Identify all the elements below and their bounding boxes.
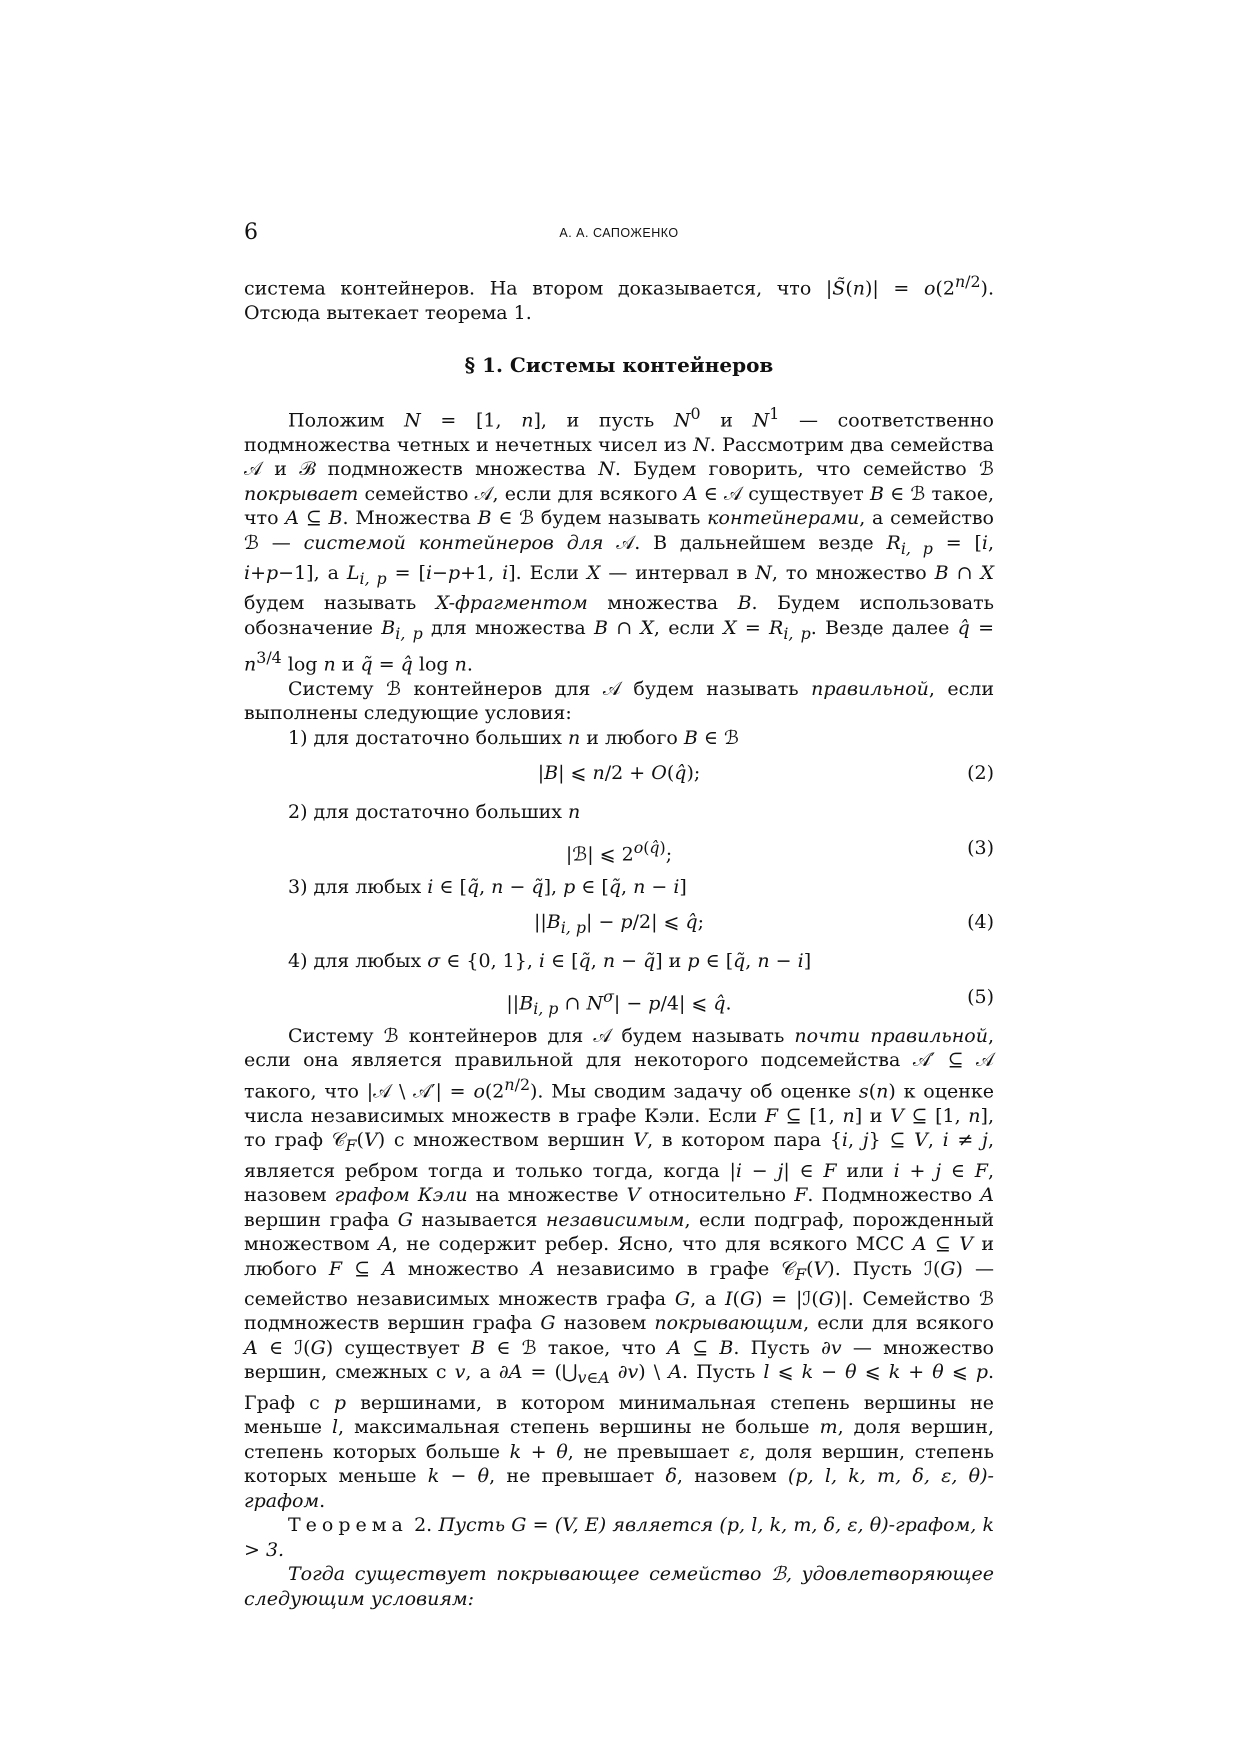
paragraph-intro: система контейнеров. На втором доказывается, что |S̃(n)| = $o(2^{n/2})$. Отсюда вытекает теорема 1. [244, 272, 994, 324]
formula-5: $||B_{i, p}$ ∩ $N^\sigma| - p/4|$ ⩽ q̂. (5) [244, 982, 994, 1012]
section-title: § 1. Системы контейнеров [464, 353, 774, 378]
formula-3: |ℬ| ⩽ $2^{o(q̂)}$; (3) [244, 833, 994, 863]
formula-number: (2) [967, 762, 994, 785]
formula-number: (4) [967, 911, 994, 934]
condition-2-text: 2) для достаточно больших n [288, 801, 581, 824]
running-head-author: А. А. САПОЖЕНКО [559, 226, 679, 240]
condition-4-text: 4) для любых σ ∈ {0, 1}, i ∈ [q̃, n − q̃] и p ∈ [q̃, n − i] [288, 950, 812, 973]
formula-number: (3) [967, 836, 994, 859]
paragraph-regular-definition: Систему ℬ контейнеров для 𝒜 будем называть правильной, если выполнены следующие условия: [244, 677, 995, 725]
running-head [244, 220, 994, 248]
paragraph-definitions: Положим N = [1, n], и пусть $N^0$ и $N^1$ — соответственно подмножества четных и нечетных чисел из N. Рассмотрим два семейства 𝒜 и ℬ подмножеств множества N. Будем говорить, что семейство ℬ покрывает семейство 𝒜, если для всякого A ∈ 𝒜 существует B ∈ ℬ такое, что A ⊆ B. Множества B ∈ ℬ будем называть контейнерами, а семейство ℬ — системой контейнеров для 𝒜. В дальнейшем везде $R_{i, p} = [i$, i+p−1], а $L_{i, p} = [i-p+1$, i]. Если X — интервал в N, то множество B ∩ X будем называть X-фрагментом множества B. Будем использовать обозначение $B_{i, p}$ для множества B ∩ X, если $X = R_{i, p}$. Везде далее q̂ = $n^{3/4}$ log n и q̃ = q̂ log n. [244, 403, 995, 676]
page-number: 6 [244, 220, 258, 245]
article-body [244, 270, 994, 1611]
formula-number: (5) [967, 985, 994, 1008]
paragraph-almost-regular: Систему ℬ контейнеров для 𝒜 будем называть почти правильной, если она является правильной для некоторого подсемейства 𝒜′ ⊆ 𝒜 такого, что |𝒜 \ 𝒜′| = $o(2^{n/2})$. Мы сводим задачу об оценке s(n) к оценке числа независимых множеств в графе Кэли. Если F ⊆ [1, n] и V ⊆ [1, n], то граф 𝒞$_F$(V) с множеством вершин V, в котором пара {i, j} ⊆ V, i ≠ j, является ребром тогда и только тогда, когда |i − j| ∈ F или i + j ∈ F, назовем графом Кэли на множестве V относительно F. Подмножество A вершин графа G называется независимым, если подграф, порожденный множеством A, не содержит ребер. Ясно, что для всякого МСС A ⊆ V и любого F ⊆ A множество A независимо в графе 𝒞$_F$(V). Пусть ℐ(G) — семейство независимых множеств графа G, а I(G) = |ℐ(G)|. Семейство ℬ подмножеств вершин графа G назовем покрывающим, если для всякого A ∈ ℐ(G) существует B ∈ ℬ такое, что A ⊆ B. Пусть ∂v — множество вершин, смежных с v, а $\partial A = (⋃_{v\in A}$ ∂v) \ A. Пусть l ⩽ k − θ ⩽ k + θ ⩽ p. Граф с p вершинами, в котором минимальная степень вершины не меньше l, максимальная степень вершины не больше m, доля вершин, степень которых больше k + θ, не превышает ε, доля вершин, степень которых меньше k − θ, не превышает δ, назовем (p, l, k, m, δ, ε, θ)-графом. [244, 1024, 995, 1512]
theorem-2-statement: Теорема 2. Пусть G = (V, E) является (p, l, k, m, δ, ε, θ)-графом, k > 3. [244, 1514, 994, 1561]
condition-3-text: 3) для любых i ∈ [q̃, n − q̃], p ∈ [q̃, n − i] [288, 875, 687, 898]
theorem-2-continuation: Тогда существует покрывающее семейство ℬ, удовлетворяющее следующим условиям: [244, 1563, 994, 1610]
formula-2: |B| ⩽ n/2 + O(q̂); (2) [244, 758, 994, 788]
formula-4: $||B_{i, p}| - p/2|$ ⩽ q̂; (4) [244, 907, 994, 937]
condition-1-text: 1) для достаточно больших n и любого B ∈ ℬ [288, 726, 739, 749]
